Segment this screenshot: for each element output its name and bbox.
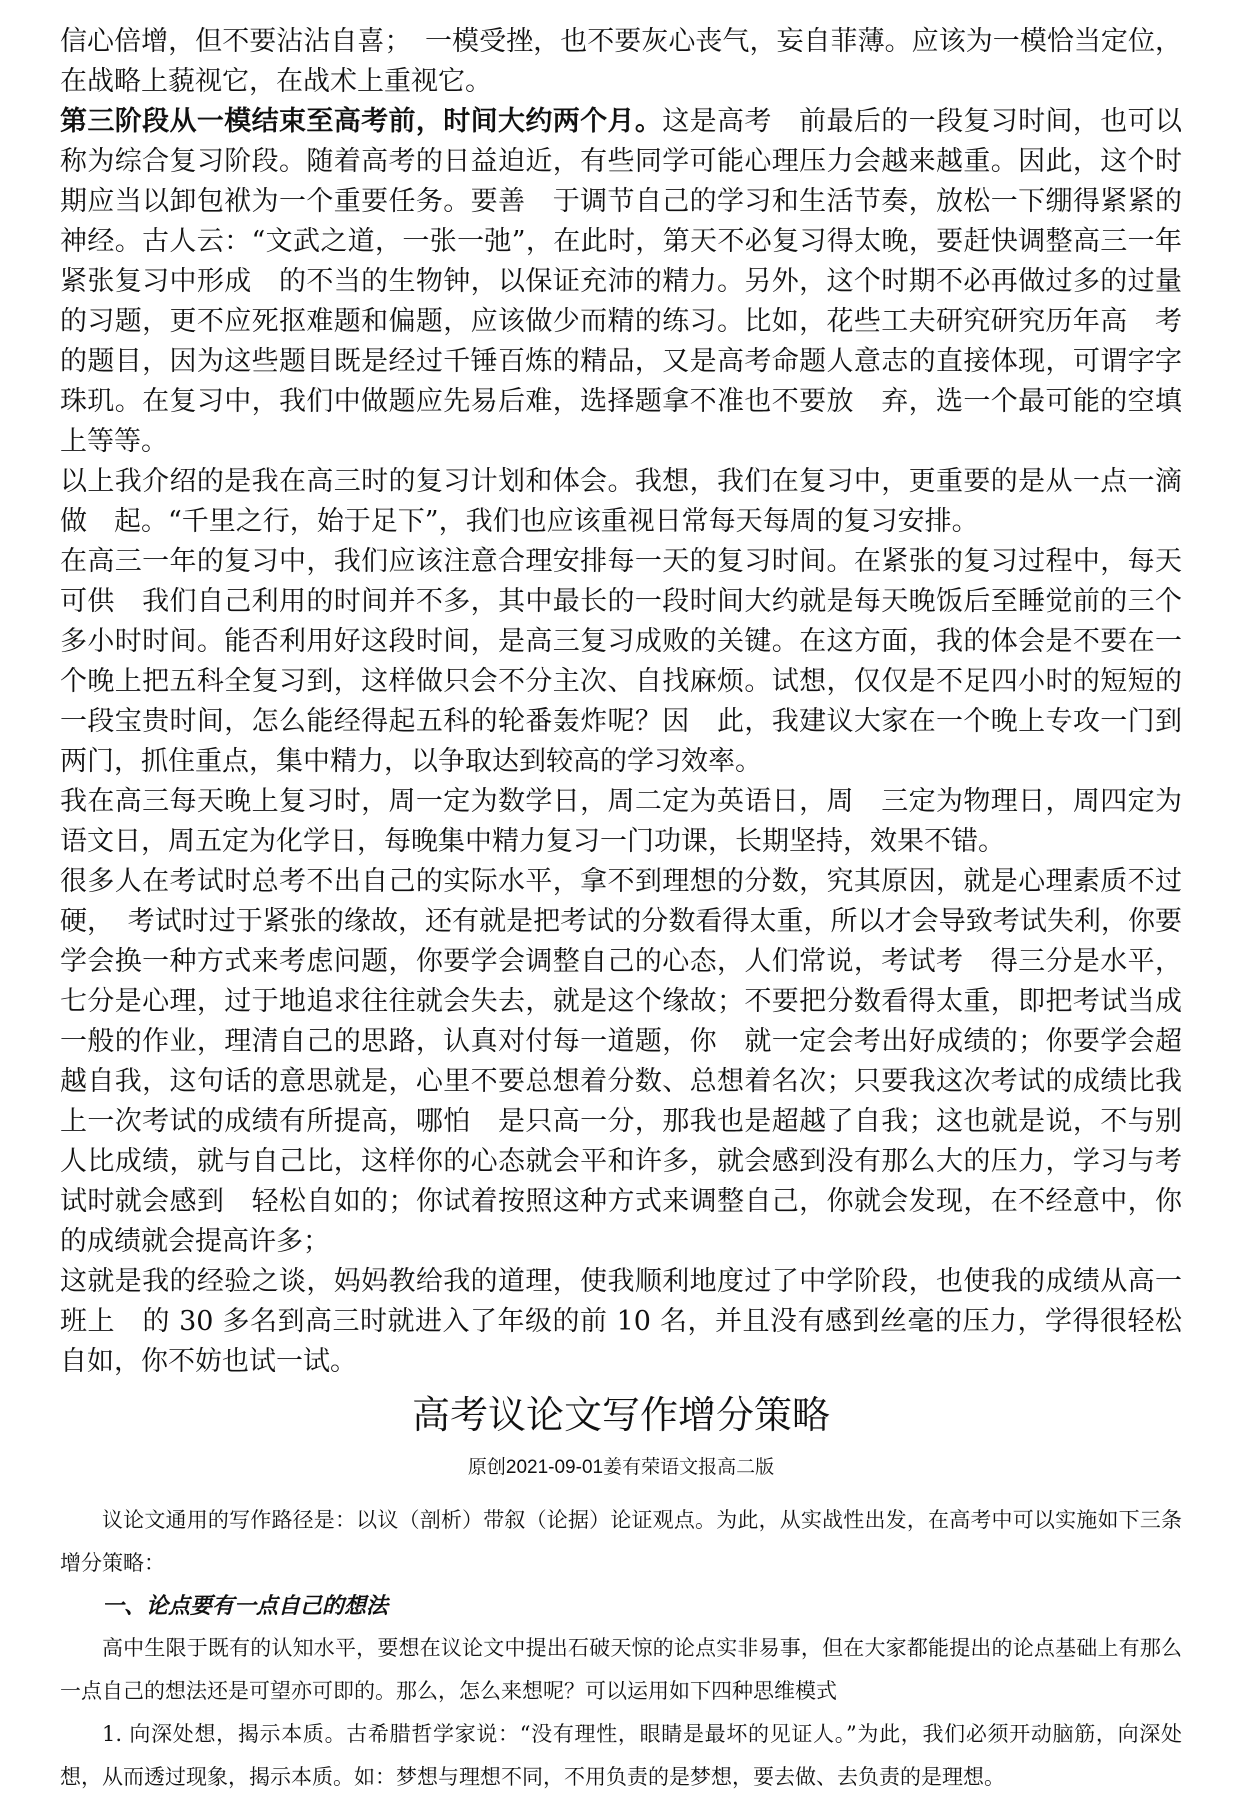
- paragraph-exam-mindset: 很多人在考试时总考不出自己的实际水平，拿不到理想的分数，究其原因，就是心理素质不过硬， 考试时过于紧张的缘故，还有就是把考试的分数看得太重，所以才会导致考试失利，你要学会换一种方式来考虑问题，你要学会调整自己的心态，人们常说，考试考 得三分是水平，七分是心理，过于地追求往往就会失去，就是这个缘故；不要把分数看得太重，即把考试当成一般的作业，理清自己的思路，认真对付每一道题，你 就一定会考出好成绩的；你要学会超越自我，这句话的意思就是，心里不要总想着分数、总想着名次；只要我这次考试的成绩比我上一次考试的成绩有所提高，哪怕 是只高一分，那我也是超越了自我；这也就是说，不与别人比成绩，就与自己比，这样你的心态就会平和许多，就会感到没有那么大的压力，学习与考试时就会感到 轻松自如的；你试着按照这种方式来调整自己，你就会发现，在不经意中，你的成绩就会提高许多；: [60, 866, 1182, 1257]
- article-title: 高考议论文写作增分策略: [411, 1393, 830, 1437]
- section-heading-1: 一、论点要有一点自己的想法: [102, 1593, 389, 1619]
- stage-three-heading: 第三阶段从一模结束至高考前，时间大约两个月。: [60, 106, 663, 137]
- paragraph-stage-three: [60, 102, 1182, 462]
- paragraph-summary: 以上我介绍的是我在高三时的复习计划和体会。我想，我们在复习中，更重要的是从一点一滴做 起。“千里之行，始于足下”，我们也应该重视日常每天每周的复习安排。: [60, 466, 1182, 537]
- paragraph-weekly-schedule: 我在高三每天晚上复习时，周一定为数学日，周二定为英语日，周 三定为物理日，周四定为语文日，周五定为化学日，每晚集中精力复习一门功课，长期坚持，效果不错。: [60, 786, 1182, 857]
- paragraph-daily-schedule: 在高三一年的复习中，我们应该注意合理安排每一天的复习时间。在紧张的复习过程中，每天可供 我们自己利用的时间并不多，其中最长的一段时间大约就是每天晚饭后至睡觉前的三个多小时时间。能否利用好这段时间，是高三复习成败的关键。在这方面，我的体会是不要在一个晚上把五科全复习到，这样做只会不分主次、自找麻烦。试想，仅仅是不足四小时的短短的一段宝贵时间，怎么能经得起五科的轮番轰炸呢？因 此，我建议大家在一个晚上专攻一门到两门，抓住重点，集中精力，以争取达到较高的学习效率。: [60, 546, 1182, 777]
- paragraph-conclusion: 这就是我的经验之谈，妈妈教给我的道理，使我顺利地度过了中学阶段，也使我的成绩从高一班上 的 30 多名到高三时就进入了年级的前 10 名，并且没有感到丝毫的压力，学得很轻松自如，你不妨也试一试。: [60, 1266, 1182, 1377]
- article-byline: 原创2021-09-01姜有荣语文报高二版: [467, 1457, 775, 1478]
- article-paragraph-1: 高中生限于既有的认知水平，要想在议论文中提出石破天惊的论点实非易事，但在大家都能提出的论点基础上有那么一点自己的想法还是可望亦可即的。那么，怎么来想呢？可以运用如下四种思维模式: [60, 1636, 1182, 1703]
- document-page: [60, 22, 1182, 1799]
- article-intro: 议论文通用的写作路径是：以议（剖析）带叙（论据）论证观点。为此，从实战性出发，在高考中可以实施如下三条增分策略：: [60, 1508, 1182, 1575]
- article-paragraph-2: 1. 向深处想，揭示本质。古希腊哲学家说：“没有理性，眼睛是最坏的见证人。”为此，我们必须开动脑筋，向深处想，从而透过现象，揭示本质。如：梦想与理想不同，不用负责的是梦想，要去做、去负责的是理想。: [60, 1722, 1182, 1789]
- stage-three-text: 这是高考 前最后的一段复习时间，也可以称为综合复习阶段。随着高考的日益迫近，有些同学可能心理压力会越来越重。因此，这个时期应当以卸包袱为一个重要任务。要善 于调节自己的学习和生活节奏，放松一下绷得紧紧的神经。古人云：“文武之道，一张一弛”，在此时，第天不必复习得太晚，要赶快调整高三一年紧张复习中形成 的不当的生物钟，以保证充沛的精力。另外，这个时期不必再做过多的过量的习题，更不应死抠难题和偏题，应该做少而精的练习。比如，花些工夫研究研究历年高 考的题目，因为这些题目既是经过千锤百炼的精品，又是高考命题人意志的直接体现，可谓字字珠玑。在复习中，我们中做题应先易后难，选择题拿不准也不要放 弃，选一个最可能的空填上等等。: [60, 106, 1182, 457]
- paragraph-intro-continuation: 信心倍增，但不要沾沾自喜； 一模受挫，也不要灰心丧气，妄自菲薄。应该为一模恰当定位，在战略上藐视它，在战术上重视它。: [60, 26, 1182, 97]
